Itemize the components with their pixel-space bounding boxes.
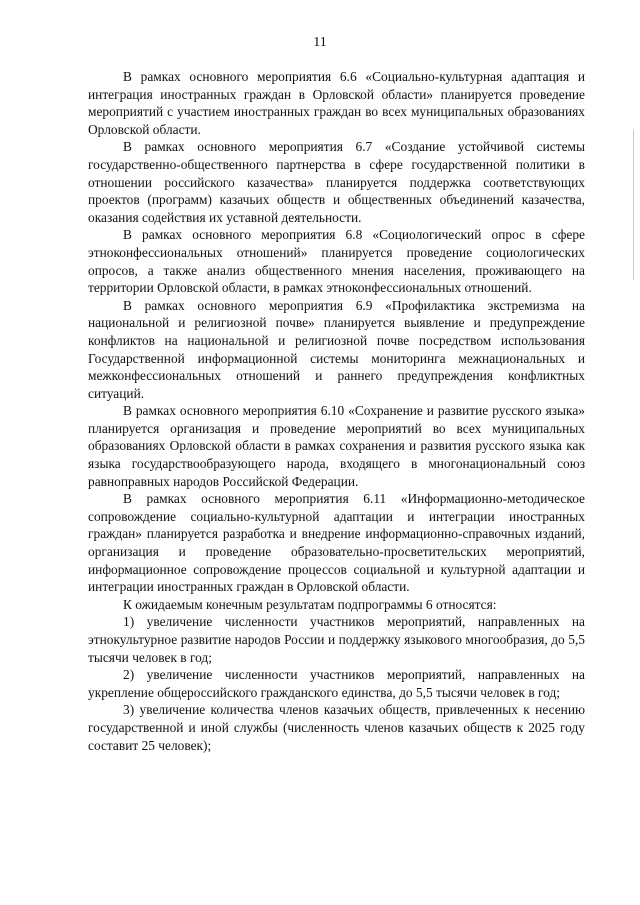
paragraph-measure-6-7: В рамках основного мероприятия 6.7 «Создание устойчивой системы государственно-общественного партнерства в сфере государственной политики в отношении российского казачества» планируется поддержка соответствующих проектов (программ) казачьих обществ и общественных объединений казачества, оказания содействия их уставной деятельности.: [88, 139, 585, 225]
page-number: 11: [313, 35, 327, 50]
list-item-result-2: 2) увеличение численности участников мероприятий, направленных на укрепление общероссийского гражданского единства, до 5,5 тысячи человек в год;: [88, 667, 585, 700]
paragraph-measure-6-9: В рамках основного мероприятия 6.9 «Профилактика экстремизма на национальной и религиозной почве» планируется выявление и предупреждение конфликтов на национальной и религиозной почве посредством использования Государственной информационной системы мониторинга межнациональных и межконфессиональных отношений и раннего предупреждения конфликтных ситуаций.: [88, 297, 585, 401]
paragraph-expected-results-intro: К ожидаемым конечным результатам подпрограммы 6 относятся:: [123, 596, 497, 612]
list-item-result-3: 3) увеличение количества членов казачьих обществ, привлеченных к несению государственной и иной службы (численность членов казачьих обществ к 2025 году составит 25 человек);: [88, 702, 585, 753]
body-text: [88, 68, 585, 754]
scan-edge-line: [633, 130, 634, 280]
paragraph-measure-6-6: В рамках основного мероприятия 6.6 «Социально-культурная адаптация и интеграция иностранных граждан в Орловской области» планируется проведение мероприятий с участием иностранных граждан во всех муниципальных образованиях Орловской области.: [88, 69, 585, 137]
paragraph-measure-6-8: В рамках основного мероприятия 6.8 «Социологический опрос в сфере этноконфессиональных отношений» планируется проведение социологических опросов, а также анализ общественного мнения населения, проживающего на территории Орловской области, в рамках этноконфессиональных отношений.: [88, 227, 585, 296]
list-item-result-1: 1) увеличение численности участников мероприятий, направленных на этнокультурное развитие народов России и поддержку языкового многообразия, до 5,5 тысячи человек в год;: [88, 614, 585, 665]
paragraph-measure-6-11: В рамках основного мероприятия 6.11 «Информационно-методическое сопровождение социально-культурной адаптации и интеграции иностранных граждан» планируется разработка и внедрение информационно-справочных изданий, организация и проведение образовательно-просветительских мероприятий, информационное сопровождение процессов социальной и культурной адаптации и интеграции иностранных граждан в Орловской области.: [88, 491, 585, 595]
paragraph-measure-6-10: В рамках основного мероприятия 6.10 «Сохранение и развитие русского языка» планируется организация и проведение мероприятий во всех муниципальных образованиях Орловской области в рамках сохранения и развития русского языка как языка государствообразующего народа, входящего в многонациональный союз равноправных народов Российской Федерации.: [88, 403, 585, 489]
